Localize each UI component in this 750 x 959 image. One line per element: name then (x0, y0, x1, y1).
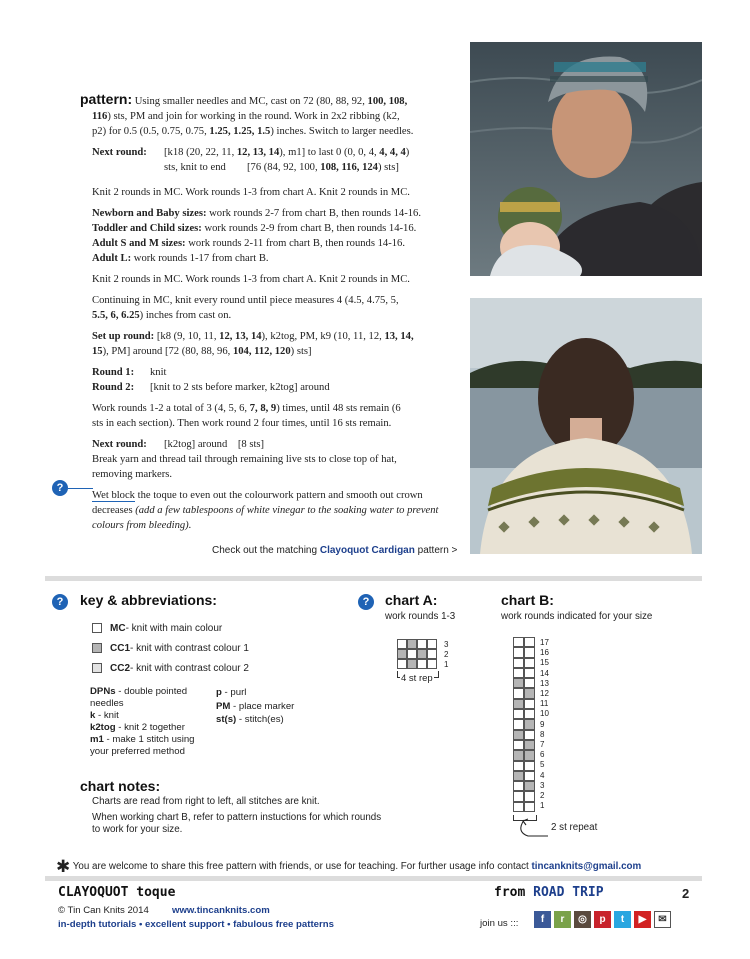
key-item-mc: MC - knit with main colour (92, 618, 312, 638)
chart-cell (524, 791, 535, 801)
next-round-count-bold: 108, 116, 124 (320, 162, 378, 173)
chart-cell (397, 639, 407, 649)
chart-cell (407, 659, 417, 669)
abbr-item: k - knit (90, 710, 119, 721)
chart-b-row-number: 4 (540, 770, 545, 780)
chart-b-row-number: 16 (540, 648, 549, 658)
chart-b-row-numbers (540, 638, 549, 811)
chart-note-1: Charts are read from right to left, all stitches are knit. (92, 796, 320, 807)
continue-instruction: Continuing in MC, knit every round until piece measures 4 (4.5, 4.75, 5, 5.5, 6, 6.25) inches from cast on. (92, 295, 399, 321)
chart-cell (524, 730, 535, 740)
chart-cell (513, 771, 524, 781)
book-reference: from ROAD TRIP (494, 885, 604, 900)
next-round-text: [k18 (20, 22, 11, 12, 13, 14), m1] to last 0 (0, 0, 4, 4, 4, 4) (164, 147, 410, 158)
pattern-intro-bold: 116 (92, 111, 108, 122)
contact-email-link[interactable]: tincanknits@gmail.com (531, 861, 642, 872)
chart-b-row-number: 15 (540, 658, 549, 668)
chart-b-row-number: 11 (540, 699, 549, 709)
abbreviations-left (90, 686, 208, 758)
chart-cell (513, 637, 524, 647)
copyright: © Tin Can Knits 2014 (58, 905, 149, 916)
chart-cell (513, 781, 524, 791)
website-link[interactable]: www.tincanknits.com (172, 905, 270, 916)
chart-cell (427, 659, 437, 669)
photo-woman-sweater (470, 298, 702, 554)
chart-cell (513, 658, 524, 668)
final-round: Next round: [k2tog] around [8 sts] Break yarn and thread tail through remaining live sts to close top of hat, removing markers. (92, 437, 440, 482)
mc-swatch (92, 623, 102, 633)
chart-cell (513, 802, 524, 812)
chart-cell (524, 740, 535, 750)
chart-cell (524, 719, 535, 729)
pattern-intro: p2) for 0.5 (0.5, 0.75, 0.75, (92, 126, 210, 137)
chart-cell (513, 740, 524, 750)
photo-man-and-baby-illustration (470, 42, 702, 276)
chart-b-subtitle: work rounds indicated for your size (501, 611, 653, 622)
chart-cell (417, 649, 427, 659)
chart-cell (513, 719, 524, 729)
cc1-swatch (92, 643, 102, 653)
chart-a-subtitle: work rounds 1-3 (385, 611, 456, 622)
pattern-intro-bold: 1.25, 1.25, 1.5 (209, 126, 271, 137)
chart-b-row-number: 13 (540, 678, 549, 688)
abbr-item: DPNs - double pointed needles (90, 686, 188, 709)
email-icon[interactable]: ✉ (654, 911, 671, 928)
chart-cell (513, 761, 524, 771)
pattern-intro: Using smaller needles and MC, cast on 72 (80, 88, 92, (132, 96, 368, 107)
chart-b-repeat-arrow (514, 818, 554, 842)
chart-cell (513, 678, 524, 688)
chart-b-repeat-label: 2 st repeat (551, 822, 598, 833)
chart-b-heading: chart B: (501, 592, 554, 608)
abbr-item: PM - place marker (216, 700, 295, 712)
chart-cell (407, 639, 417, 649)
abbr-item: k2tog - knit 2 together (90, 722, 185, 733)
photo-woman-sweater-illustration (470, 298, 702, 554)
chart-cell (524, 688, 535, 698)
size-line: Toddler and Child sizes: work rounds 2-9 from chart B, then rounds 14-16. (92, 223, 417, 234)
social-icons (534, 911, 674, 928)
chart-cell (524, 699, 535, 709)
chart-cell (524, 658, 535, 668)
chart-cell (524, 781, 535, 791)
help-icon[interactable]: ? (358, 594, 374, 610)
next-round-count: ) sts] (377, 162, 399, 173)
chart-cell (524, 637, 535, 647)
ravelry-icon[interactable]: r (554, 911, 571, 928)
chart-cell (513, 688, 524, 698)
work-rounds-instruction: Work rounds 1-2 a total of 3 (4, 5, 6, 7, 8, 9) times, until 48 sts remain (6 sts in each section). Then work round 2 four times, until 16 sts remain. (92, 403, 401, 429)
chart-cell (417, 639, 427, 649)
wet-block-text: Wet block the toque to even out the colourwork pattern and smooth out crown decreases (add a few tablespoons of white vinegar to the soaking water to prevent colours from bleeding). (92, 490, 439, 531)
chart-b-row-number: 7 (540, 740, 545, 750)
help-icon[interactable]: ? (52, 480, 68, 496)
cc2-swatch (92, 663, 102, 673)
pattern-intro: ) inches. Switch to larger needles. (270, 126, 414, 137)
chart-a-grid (397, 639, 437, 669)
chart-cell (513, 791, 524, 801)
next-round-count: [76 (84, 92, 100, (247, 162, 321, 173)
chart-notes-body (92, 796, 382, 837)
chart-b-row-number: 6 (540, 750, 545, 760)
break-yarn-text: Break yarn and thread tail through remaining live sts to close top of hat, removing markers. (92, 454, 397, 480)
wet-block-link[interactable]: Wet block (92, 490, 135, 501)
chart-a-row-numbers (444, 640, 448, 671)
abbr-item: m1 - make 1 stitch using your preferred method (90, 734, 195, 757)
next-round-text: sts, knit to end (164, 162, 226, 173)
key-legend (92, 618, 312, 678)
chart-a-row-number: 2 (444, 650, 449, 660)
round-2-text: [knit to 2 sts before marker, k2tog] around (150, 382, 330, 393)
next-round-label: Next round: (92, 147, 147, 158)
chart-note-2: When working chart B, refer to pattern instuctions for which rounds to work for your size. (92, 811, 382, 835)
key-item-cc1: CC1 - knit with contrast colour 1 (92, 638, 312, 658)
round-2-label: Round 2: (92, 382, 135, 393)
help-leader-line (68, 488, 93, 489)
chart-cell (397, 659, 407, 669)
chart-cell (513, 709, 524, 719)
chart-cell (397, 649, 407, 659)
key-item-cc2: CC2 - knit with contrast colour 2 (92, 658, 312, 678)
photo-man-and-baby (470, 42, 702, 276)
chart-cell (417, 659, 427, 669)
asterisk-icon: ✱ (56, 857, 71, 876)
chart-cell (524, 761, 535, 771)
chart-a-heading: chart A: (385, 592, 438, 608)
chart-b-grid (513, 637, 535, 812)
setup-round: Set up round: [k8 (9, 10, 11, 12, 13, 14), k2tog, PM, k9 (10, 11, 12, 13, 14, 15), PM] around [72 (80, 88, 96, 104, 112, 120) sts] (92, 331, 414, 357)
pattern-heading: pattern: (80, 91, 133, 107)
chart-cell (513, 647, 524, 657)
chart-notes-heading: chart notes: (80, 778, 161, 794)
abbreviations-right (216, 686, 326, 727)
key-heading: key & abbreviations: (80, 592, 217, 608)
help-icon[interactable]: ? (52, 594, 68, 610)
chart-b-row-number: 10 (540, 709, 549, 719)
pattern-title: CLAYOQUOT toque (58, 885, 176, 900)
pattern-intro: ) sts, PM and join for working in the round. Work in 2x2 ribbing (k2, (107, 111, 400, 122)
chart-cell (524, 750, 535, 760)
chart-cell (524, 647, 535, 657)
pattern-intro-bold: 100, 108, (367, 96, 408, 107)
chart-cell (513, 750, 524, 760)
chart-cell (524, 802, 535, 812)
chart-b-row-number: 8 (540, 729, 545, 739)
chart-cell (513, 730, 524, 740)
chart-cell (524, 771, 535, 781)
chart-cell (524, 668, 535, 678)
pattern-section (80, 92, 440, 533)
chart-cell (513, 668, 524, 678)
chart-b-row-number: 12 (540, 689, 549, 699)
chart-a-repeat-label: 4 st rep (401, 673, 433, 684)
chart-a-row-number: 1 (444, 660, 449, 670)
twitter-icon[interactable]: t (614, 911, 631, 928)
pinterest-icon[interactable]: p (594, 911, 611, 928)
size-line: Newborn and Baby sizes: work rounds 2-7 from chart B, then rounds 14-16. (92, 208, 421, 219)
chart-b-row-number: 5 (540, 760, 545, 770)
page-number: 2 (682, 886, 690, 901)
size-instructions (92, 206, 440, 266)
section-divider (45, 576, 702, 581)
join-us-label: join us ::: (480, 918, 519, 929)
chart-cell (427, 649, 437, 659)
instagram-icon[interactable]: ◎ (574, 911, 591, 928)
chart-b-row-number: 1 (540, 801, 545, 811)
youtube-icon[interactable]: ▶ (634, 911, 651, 928)
chart-cell (513, 699, 524, 709)
chart-cell (524, 709, 535, 719)
facebook-icon[interactable]: f (534, 911, 551, 928)
footer-divider (45, 876, 702, 881)
size-line: Adult S and M sizes: work rounds 2-11 from chart B, then rounds 14-16. (92, 238, 405, 249)
knit-chart-a-instruction-2: Knit 2 rounds in MC. Work rounds 1-3 from chart A. Knit 2 rounds in MC. (92, 274, 410, 285)
tagline: in-depth tutorials • excellent support • fabulous free patterns (58, 919, 334, 930)
abbr-item: st(s) - stitch(es) (216, 714, 284, 725)
chart-b-row-number: 3 (540, 780, 545, 790)
chart-b-row-number: 9 (540, 719, 545, 729)
knit-chart-a-instruction: Knit 2 rounds in MC. Work rounds 1-3 from chart A. Knit 2 rounds in MC. (92, 187, 410, 198)
chart-b-row-number: 14 (540, 668, 549, 678)
chart-cell (407, 649, 417, 659)
decrease-rounds (92, 365, 440, 395)
round-1-text: knit (150, 367, 167, 378)
clayoquot-cardigan-link[interactable]: Clayoquot Cardigan (319, 545, 415, 556)
matching-cardigan-line: Check out the matching Clayoquot Cardigan pattern > (212, 545, 458, 556)
share-notice: ✱ You are welcome to share this free pattern with friends, or use for teaching. For further usage info contact tincanknits@gmail.com (56, 857, 642, 876)
size-line: Adult L: work rounds 1-17 from chart B. (92, 253, 269, 264)
chart-b-row-number: 2 (540, 791, 545, 801)
round-1-label: Round 1: (92, 367, 135, 378)
chart-a-row-number: 3 (444, 640, 449, 649)
abbr-item: p - purl (216, 687, 247, 698)
chart-cell (427, 639, 437, 649)
road-trip-link[interactable]: ROAD TRIP (533, 885, 604, 900)
chart-b-row-number: 17 (540, 638, 549, 647)
chart-cell (524, 678, 535, 688)
